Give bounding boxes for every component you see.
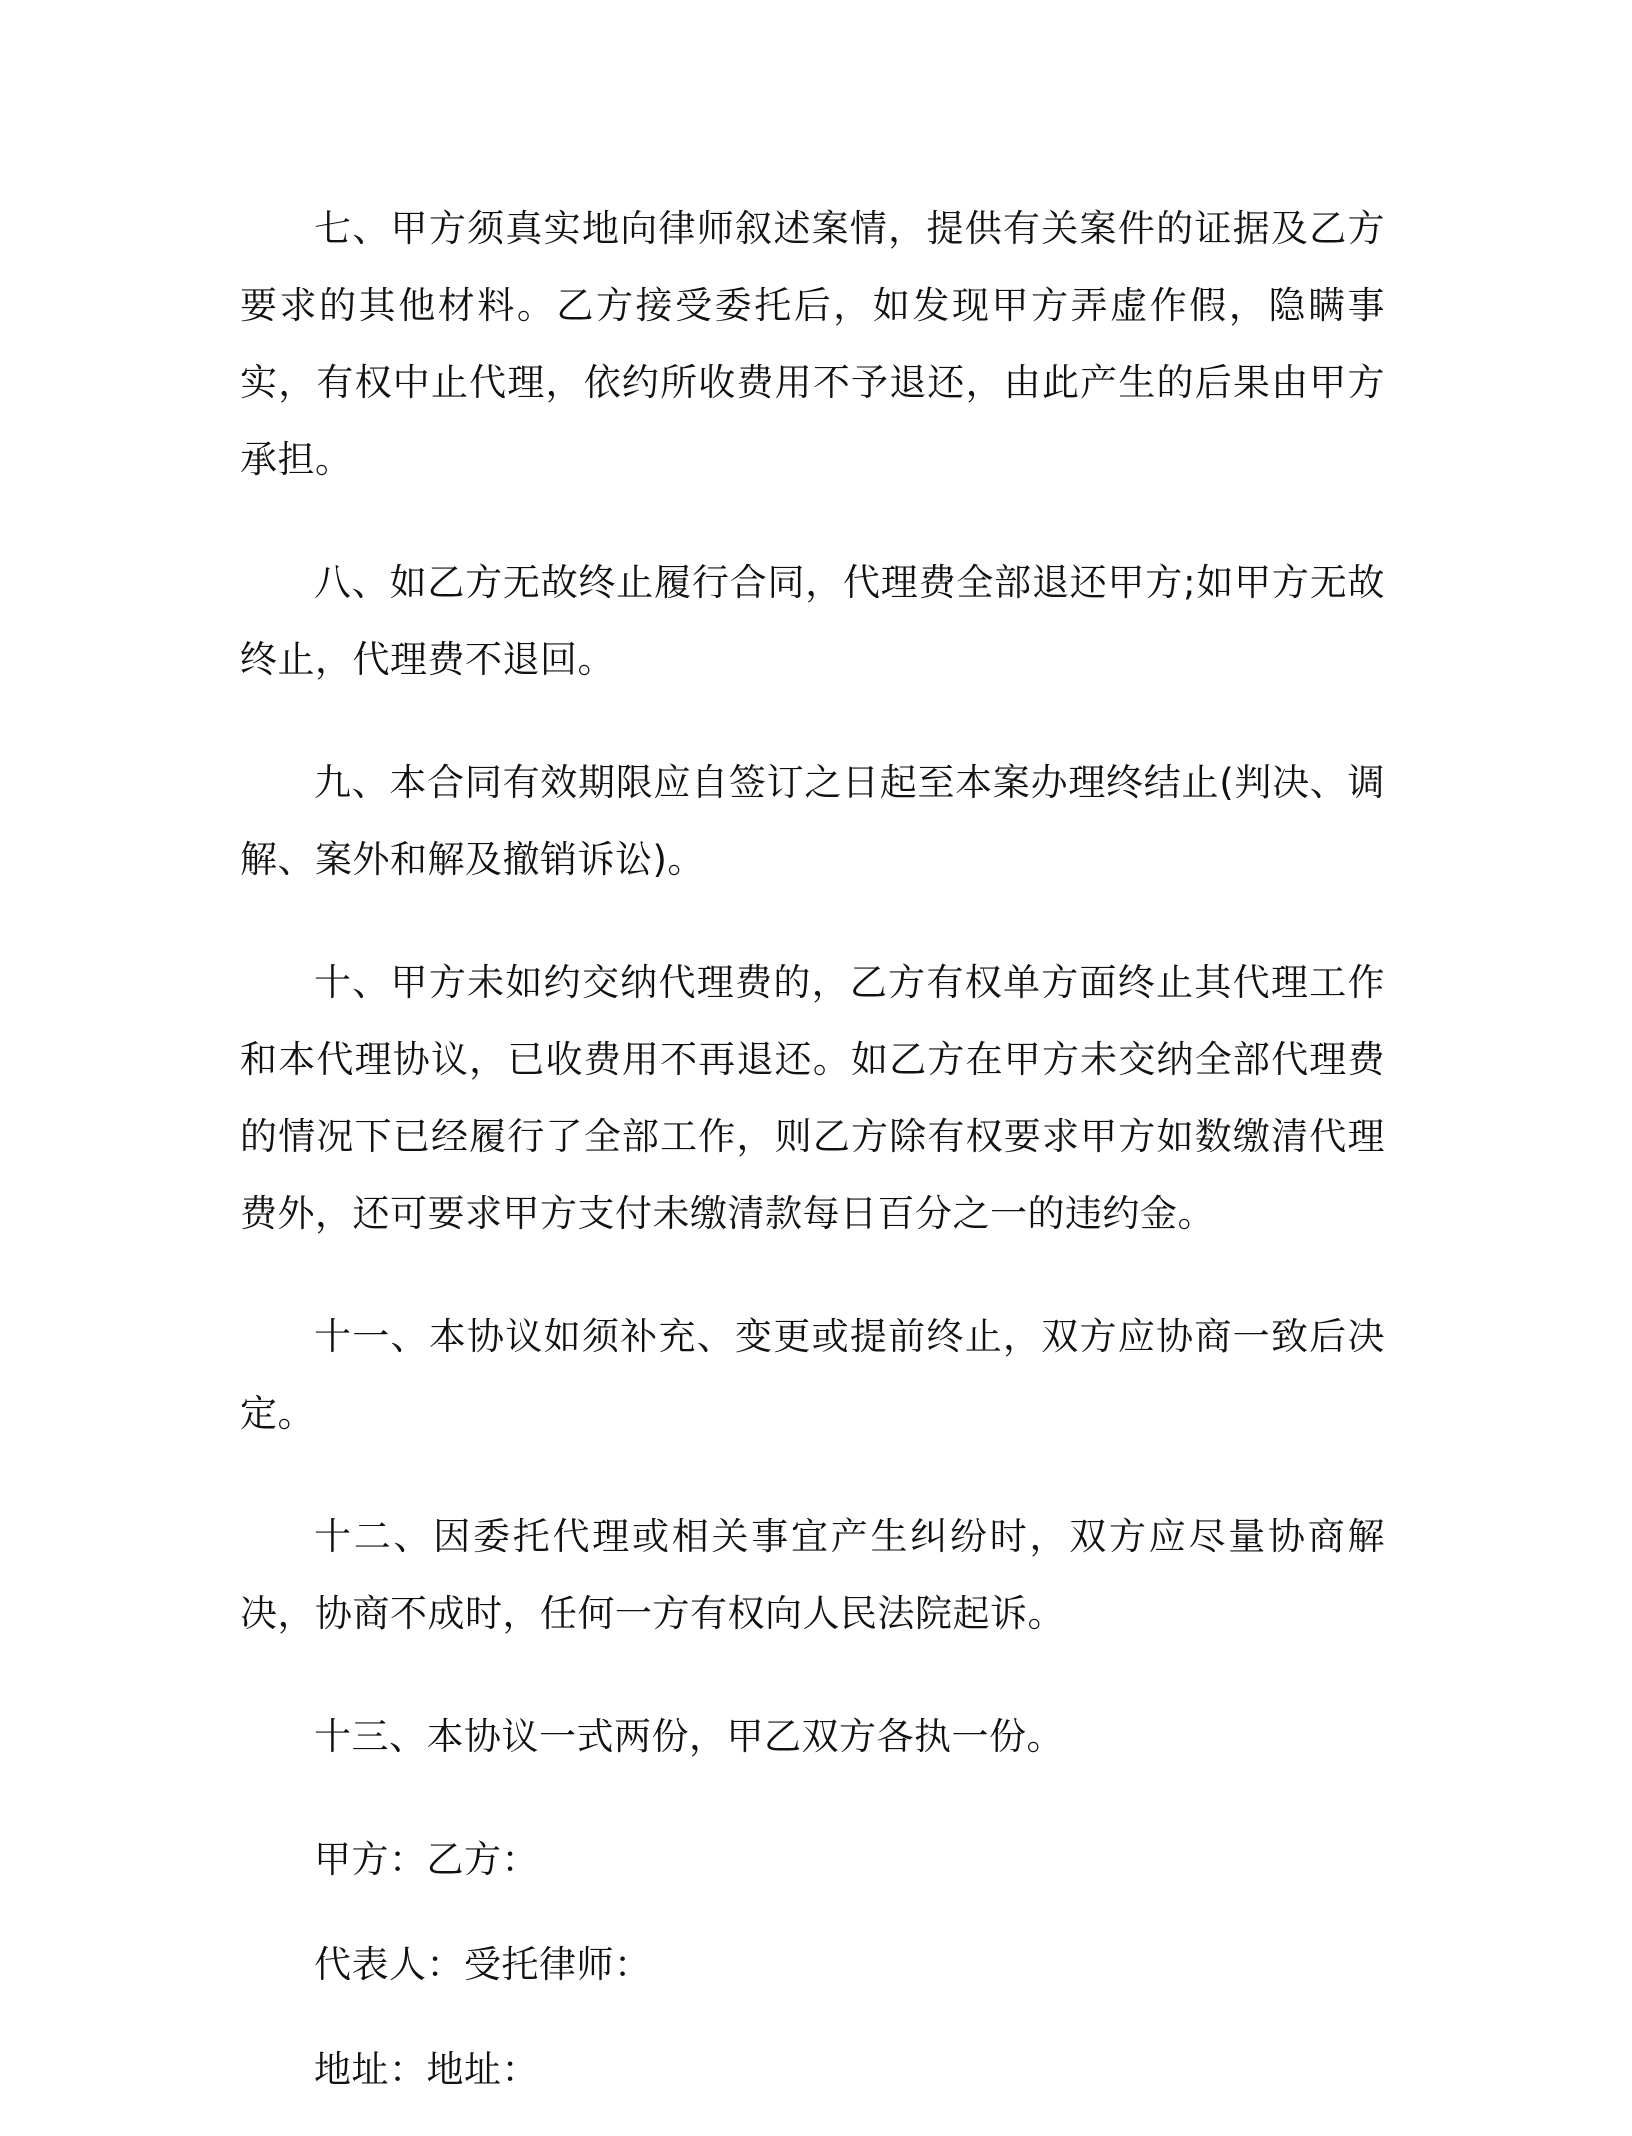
- clause-9: 九、本合同有效期限应自签订之日起至本案办理终结止(判决、调解、案外和解及撤销诉讼)。: [240, 761, 1385, 881]
- clause-10: 十、甲方未如约交纳代理费的，乙方有权单方面终止其代理工作和本代理协议，已收费用不再退还。如乙方在甲方未交纳全部代理费的情况下已经履行了全部工作，则乙方除有权要求甲方如数缴清代理费外，还可要求甲方支付未缴清款每日百分之一的违约金。: [240, 961, 1385, 1235]
- document-body: [240, 190, 1385, 2136]
- signature-representative: 代表人：受托律师：: [314, 1943, 652, 1986]
- clause-13: 十三、本协议一式两份，甲乙双方各执一份。: [314, 1715, 1064, 1758]
- clause-8: 八、如乙方无故终止履行合同，代理费全部退还甲方;如甲方无故终止，代理费不退回。: [240, 561, 1385, 681]
- clause-11: 十一、本协议如须补充、变更或提前终止，双方应协商一致后决定。: [240, 1315, 1385, 1435]
- clause-12: 十二、因委托代理或相关事宜产生纠纷时，双方应尽量协商解决，协商不成时，任何一方有权向人民法院起诉。: [240, 1515, 1385, 1635]
- clause-7: 七、甲方须真实地向律师叙述案情，提供有关案件的证据及乙方要求的其他材料。乙方接受委托后，如发现甲方弄虚作假，隐瞒事实，有权中止代理，依约所收费用不予退还，由此产生的后果由甲方承担。: [240, 207, 1385, 481]
- signature-address: 地址：地址：: [314, 2048, 539, 2091]
- signature-parties: 甲方：乙方：: [314, 1838, 539, 1881]
